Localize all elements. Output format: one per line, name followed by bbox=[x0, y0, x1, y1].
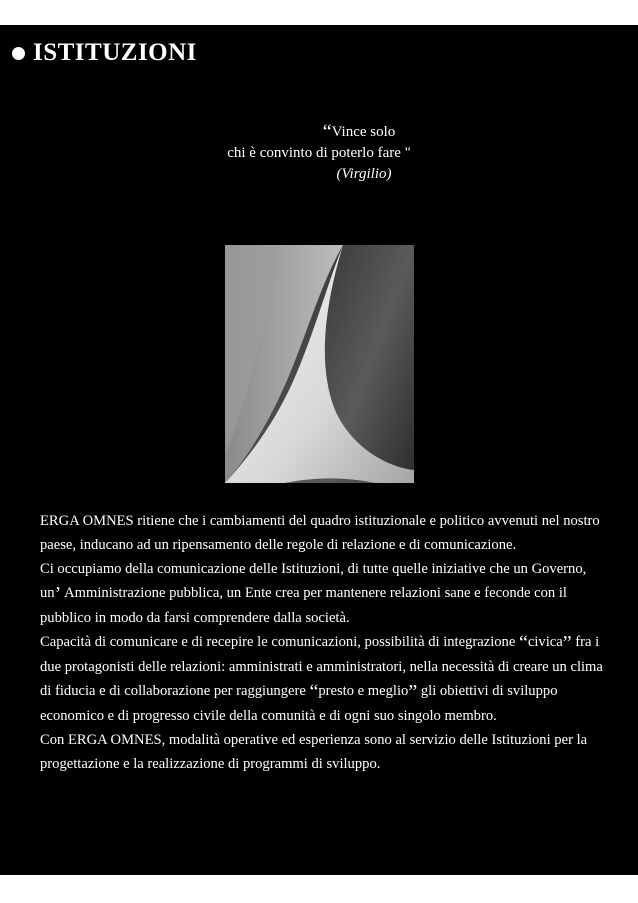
apostrophe-mark: ’ bbox=[54, 583, 62, 605]
paragraph-2 bbox=[40, 557, 610, 630]
section-heading bbox=[12, 39, 197, 67]
paragraph-2-part-a: Ci occupiamo della comunicazione delle Istituzioni, di tutte quelle iniziative che un Governo, un bbox=[40, 561, 587, 601]
paragraph-3-part-d: presto e meglio bbox=[318, 683, 409, 699]
paragraph-4: Con ERGA OMNES, modalità operative ed esperienza sono al servizio delle Istituzioni per la progettazione e la realizzazione di programmi di sviluppo. bbox=[40, 732, 588, 772]
paragraph-3-part-e: gli obiettivi di sviluppo economico e di progresso civile della comunità e di ogni suo singolo membro. bbox=[40, 683, 558, 724]
close-quote-mark: ” bbox=[408, 681, 418, 703]
quote-open-mark: “ bbox=[322, 121, 332, 143]
paragraph-1: ERGA OMNES ritiene che i cambiamenti del quadro istituzionale e politico avvenuti nel nostro paese, inducano ad un ripensamento delle regole di relazione e di comunicazione. bbox=[40, 513, 600, 553]
open-quote-mark: “ bbox=[518, 632, 528, 654]
bullet-icon bbox=[12, 47, 25, 60]
page-background bbox=[0, 25, 638, 875]
close-quote-mark: ” bbox=[562, 632, 572, 654]
paragraph-3-part-b: civica bbox=[527, 634, 563, 650]
abstract-curve-photo bbox=[225, 245, 414, 483]
epigraph-quote bbox=[0, 122, 638, 185]
paragraph-2-part-b: Amministrazione pubblica, un Ente crea per mantenere relazioni sane e feconde con il pubblico in modo da farsi comprendere dalla società. bbox=[40, 585, 567, 626]
quote-line-1-text: Vince solo bbox=[331, 124, 396, 140]
open-quote-mark: “ bbox=[309, 681, 319, 703]
paragraph-3 bbox=[40, 630, 610, 728]
body-text bbox=[40, 509, 610, 776]
page-title: ISTITUZIONI bbox=[33, 39, 197, 66]
quote-line-1 bbox=[0, 122, 638, 143]
paragraph-3-part-c: fra i due protagonisti delle relazioni: amministrati e amministratori, nella necessità di creare un clima di fiducia e di collaborazione per raggiungere bbox=[40, 634, 603, 699]
quote-author: (Virgilio) bbox=[336, 166, 392, 182]
quote-line-2: chi è convinto di poterlo fare " bbox=[227, 145, 411, 161]
paragraph-3-part-a: Capacità di comunicare e di recepire le comunicazioni, possibilità di integrazione bbox=[40, 634, 519, 650]
